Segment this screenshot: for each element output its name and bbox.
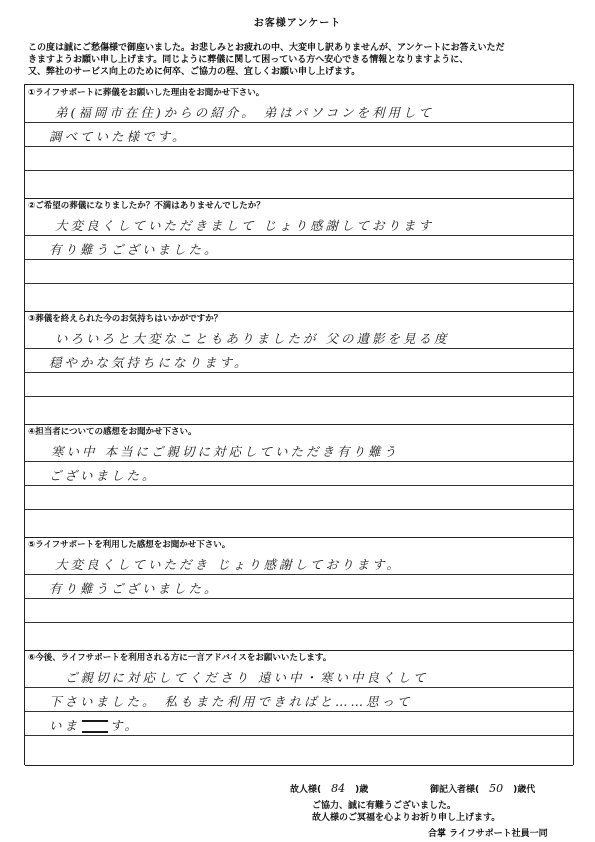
answer-3-line-1: いろいろと大変なこともありましたが 父の遺影を見る度 [55,331,450,346]
intro-line: この度は誠にご愁傷様で御座いました。お悲しみとお疲れの中、大変申し訳ありませんが、アンケートにお答えいただ [28,43,505,53]
intro-line: きますようお願い申し上げます。同じように葬儀に関して困っている方へ安心できる情報となりますように、 [28,55,469,65]
answer-rule [25,485,573,486]
survey-section-2 [25,198,573,312]
answer-rule [25,372,573,373]
answer-3-line-2: 穏やかな気持ちになります。 [49,355,250,370]
answer-6-line-3-end: す。 [110,718,141,733]
answer-rule [25,170,573,171]
answer-rule [25,711,573,712]
deceased-age-field [290,782,368,795]
deceased-age-label: 故人様( [290,785,322,795]
writer-age-label: 御記入者様( [430,785,480,795]
closing-line: ご協力、誠に有難うございました。 [312,801,457,811]
closing-line: 故人様のご冥福を心よりお祈り申し上げます。 [312,813,501,823]
answer-4-line-2: ございました。 [49,468,158,483]
question-2: ②ご希望の葬儀になりましたか？不満はありませんでしたか？ [28,201,265,211]
question-5: ⑤ライフサポートを利用した感想をお聞かせ下さい。 [28,540,231,550]
survey-section-6 [25,650,573,766]
writer-age-unit: )歳代 [513,785,536,795]
question-4: ④担当者についての感想をお聞かせ下さい。 [28,427,197,437]
survey-section-3 [25,311,573,425]
writer-age-field [430,782,535,795]
intro-line: 又、弊社のサービス向上のために何卒、ご協力の程、宜しくお願い申し上げます。 [28,67,361,77]
deceased-age-unit: )歳 [355,785,369,795]
answer-rule [25,146,573,147]
company-signature: 合掌 ライフサポート社員一同 [428,829,548,839]
answer-rule [25,461,573,462]
survey-section-4 [25,424,573,538]
answer-rule [25,598,573,599]
survey-section-1 [25,85,573,199]
answer-rule [25,122,573,123]
answer-2-line-1: 大変良くしていただきまして じょり感謝しております [55,218,434,233]
answer-rule [25,574,573,575]
answer-rule [25,348,573,349]
intro-text [28,42,573,78]
answer-1-line-1: 弟(福岡市在住)からの紹介。 弟はパソコンを利用して [55,105,434,120]
answer-6-line-1: ご親切に対応してくださり 遠い中・寒い中良くして [65,670,429,685]
answer-rule [25,509,573,510]
answer-6-line-2: 下さいました。 私もまた利用できればと……思って [49,694,413,709]
deceased-age-value: 84 [331,782,346,795]
question-1: ①ライフサポートに葬儀をお願いした理由をお聞かせ下さい。 [28,88,265,98]
writer-age-value: 50 [489,782,504,795]
answer-rule [25,735,573,736]
closing-message [312,800,500,824]
survey-section-5 [25,537,573,651]
answer-2-line-2: 有り難うございました。 [49,242,220,257]
answer-rule [25,235,573,236]
answer-5-line-2: 有り難うございました。 [49,581,220,596]
strikethrough-scribble [82,720,108,733]
answer-rule [25,283,573,284]
answer-6-line-3-start: いま [49,718,81,733]
question-6: ⑥今後、ライフサポートを利用される方に一言アドバイスをお願いいたします。 [28,653,332,663]
answer-6-line-3 [49,716,140,734]
answer-rule [25,622,573,623]
answer-rule [25,259,573,260]
page-title: お客様アンケート [253,18,342,29]
answer-1-line-2: 調べていた様です。 [49,129,188,144]
answer-4-line-1: 寒い中 本当にご親切に対応していただき有り難う [51,444,399,459]
answer-rule [25,396,573,397]
survey-form [24,84,574,765]
answer-rule [25,687,573,688]
answer-5-line-1: 大変良くしていただき じょり感謝しております。 [55,557,402,572]
question-3: ③葬儀を終えられた今のお気持ちはいかがですか？ [28,314,223,324]
